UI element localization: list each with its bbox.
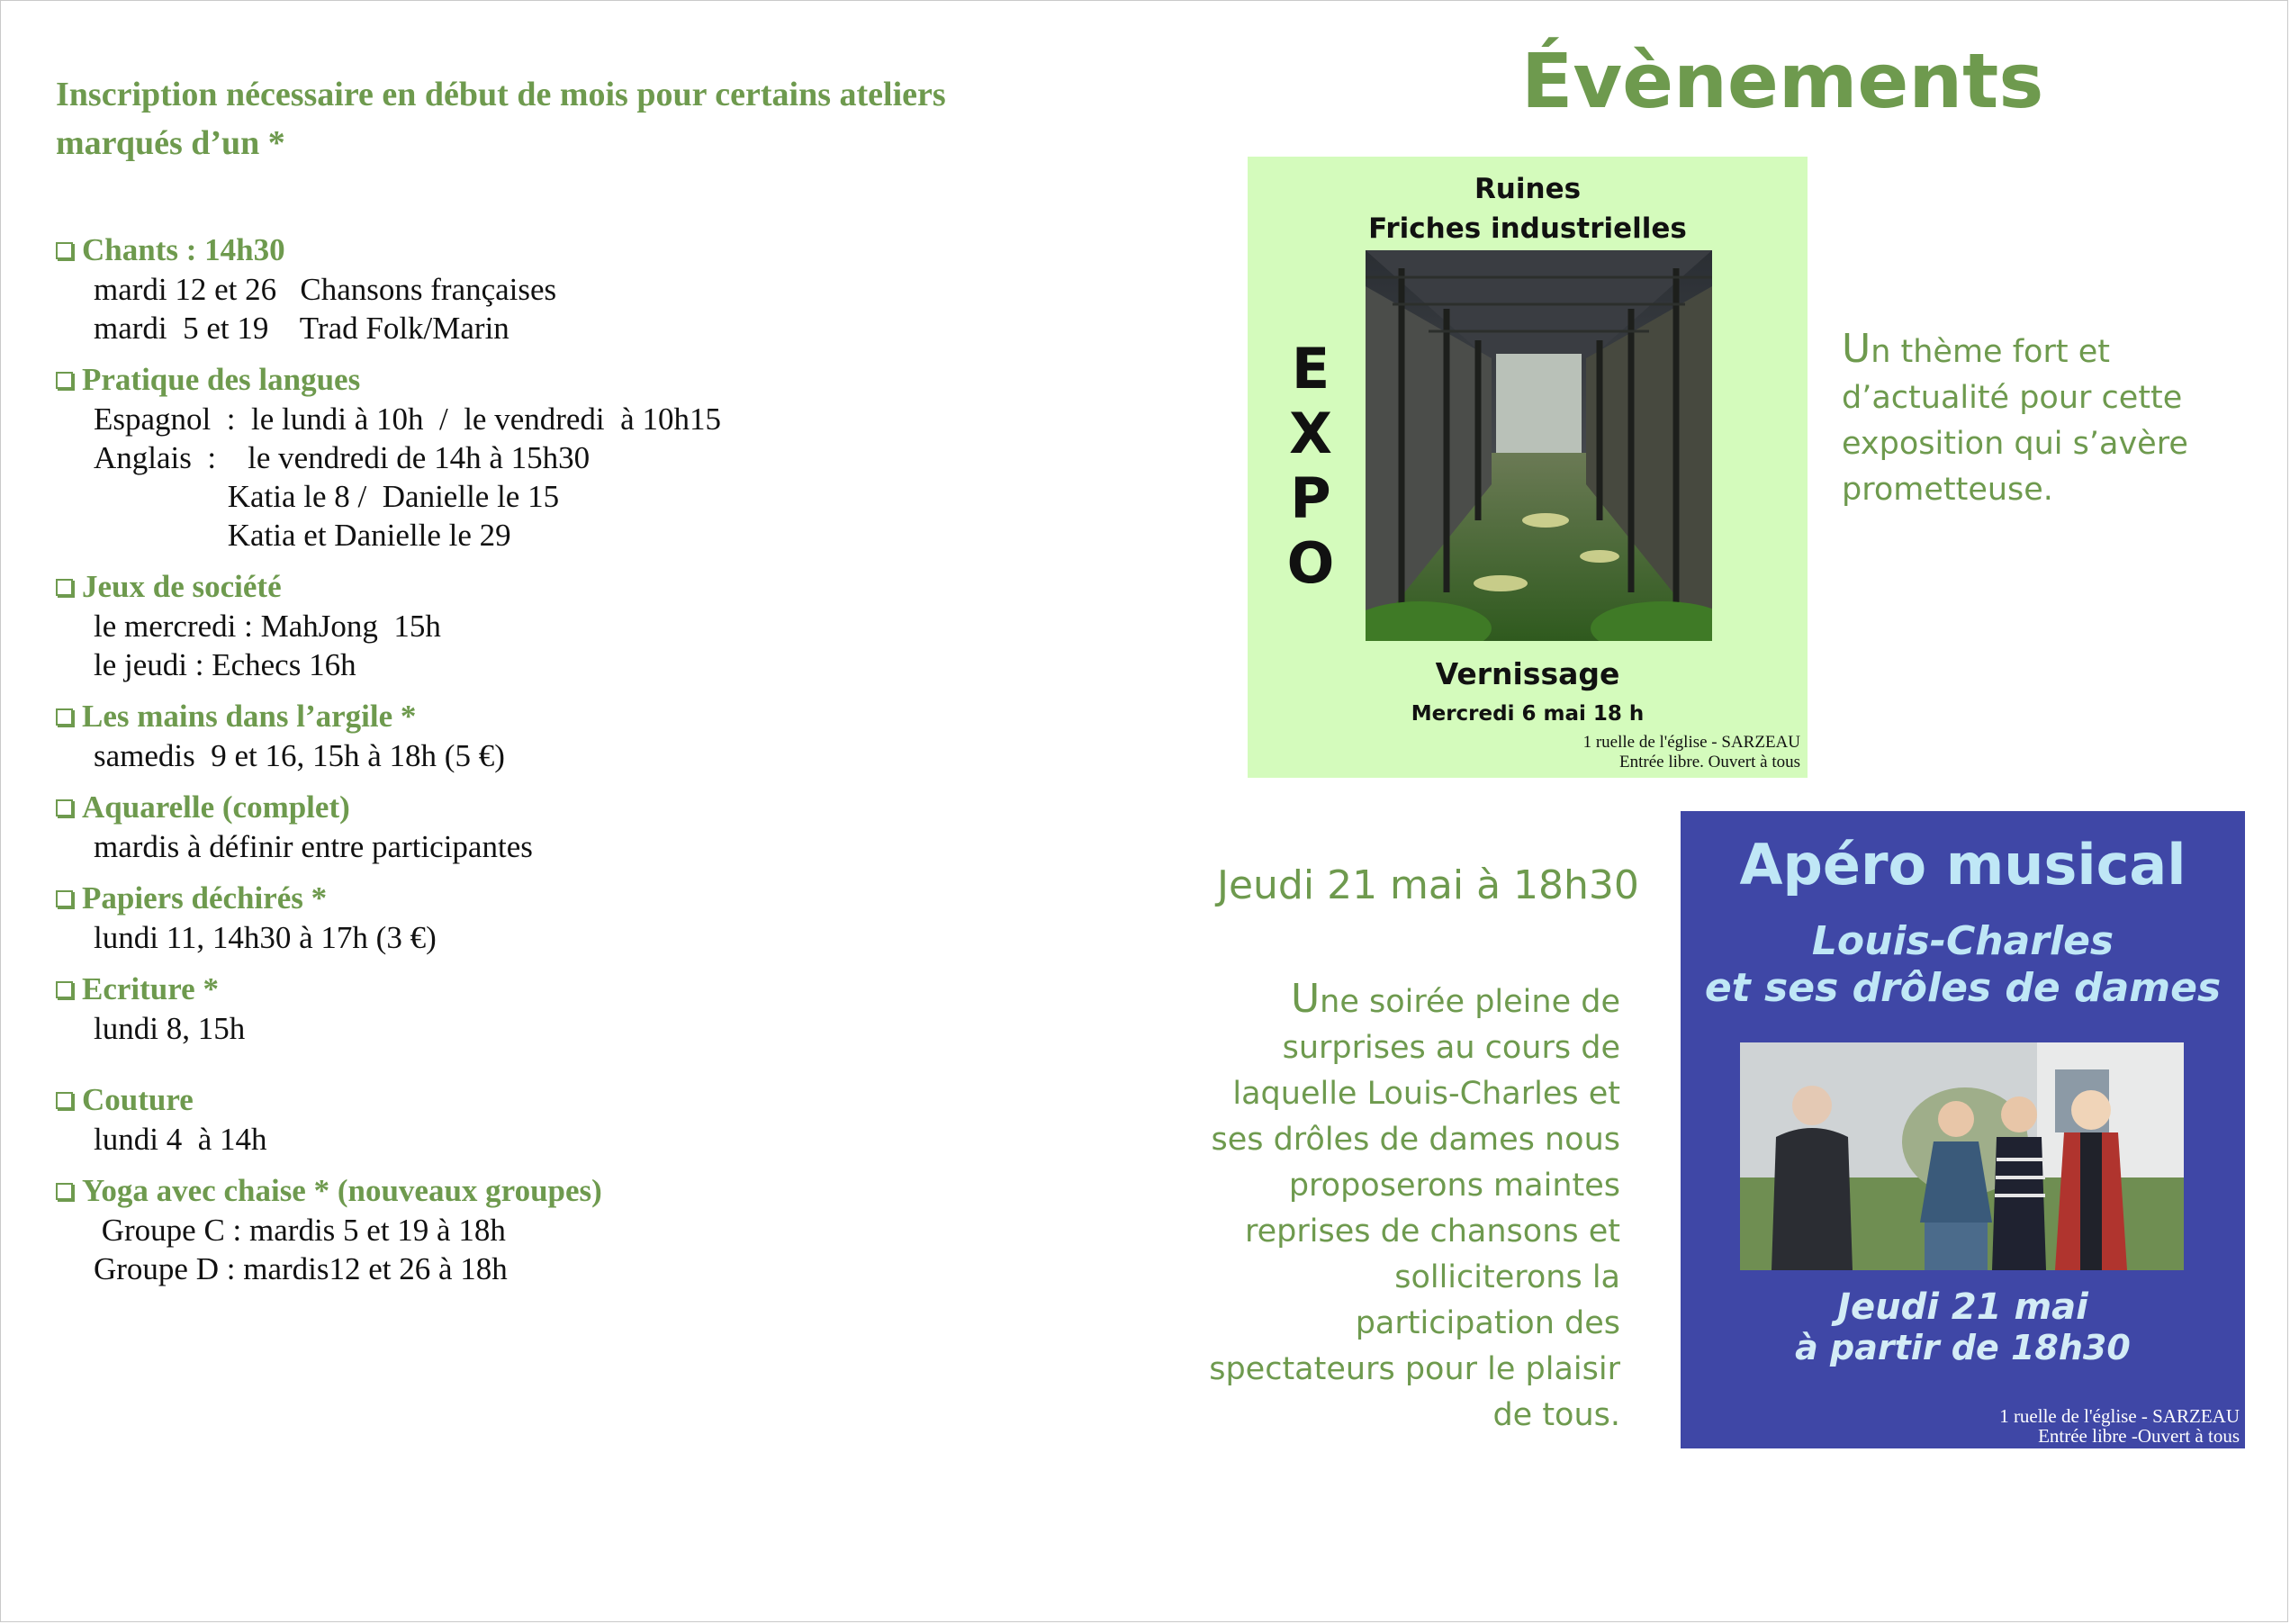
apero-desc-line: de tous. bbox=[1492, 1397, 1620, 1433]
checkbox-icon bbox=[56, 799, 73, 817]
apero-address: 1 ruelle de l'église - SARZEAU bbox=[1999, 1405, 2240, 1427]
apero-desc-line: ne soirée pleine de bbox=[1320, 984, 1620, 1020]
checkbox-icon bbox=[56, 372, 73, 389]
performers-illustration-icon bbox=[1740, 1042, 2184, 1270]
workshop-papiers bbox=[56, 879, 1136, 957]
expo-address: 1 ruelle de l'église - SARZEAU bbox=[1582, 733, 1800, 752]
apero-desc-initial: U bbox=[1290, 976, 1321, 1022]
workshop-title: Yoga avec chaise * (nouveaux groupes) bbox=[82, 1173, 602, 1208]
checkbox-icon bbox=[56, 579, 73, 596]
workshop-line: le mercredi : MahJong 15h bbox=[94, 609, 441, 644]
workshop-jeux bbox=[56, 567, 1136, 684]
checkbox-icon bbox=[56, 1092, 73, 1109]
expo-vertical-word bbox=[1284, 337, 1338, 596]
registration-notice-line2: marqués d’un * bbox=[56, 124, 285, 162]
expo-desc-line: exposition qui s’avère bbox=[1842, 426, 2188, 462]
workshop-title: Papiers déchirés * bbox=[82, 880, 328, 916]
registration-notice-line1: Inscription nécessaire en début de mois pour certains ateliers bbox=[56, 76, 946, 113]
expo-desc-initial: U bbox=[1842, 326, 1871, 372]
workshop-langues bbox=[56, 360, 1136, 555]
workshop-yoga bbox=[56, 1171, 1136, 1288]
workshop-title: Pratique des langues bbox=[82, 362, 361, 397]
workshop-line: le jeudi : Echecs 16h bbox=[94, 647, 356, 682]
expo-photo-industrial-ruin bbox=[1366, 250, 1712, 641]
expo-desc-line: n thème fort et bbox=[1871, 334, 2110, 370]
expo-letter: X bbox=[1289, 401, 1332, 466]
expo-letter: P bbox=[1290, 465, 1331, 531]
expo-access: Entrée libre. Ouvert à tous bbox=[1618, 753, 1800, 771]
workshop-line: lundi 11, 14h30 à 17h (3 €) bbox=[94, 920, 437, 955]
expo-line1: Ruines bbox=[1474, 173, 1582, 205]
expo-letter: O bbox=[1286, 530, 1335, 596]
expo-poster bbox=[1248, 157, 1808, 778]
workshop-title: Les mains dans l’argile * bbox=[82, 699, 417, 734]
workshop-line: lundi 4 à 14h bbox=[94, 1122, 267, 1157]
events-title: Évènements bbox=[1521, 37, 2044, 125]
workshop-line: mardi 5 et 19 Trad Folk/Marin bbox=[94, 311, 509, 346]
apero-card-date1: Jeudi 21 mai bbox=[1837, 1286, 2088, 1328]
apero-desc-line: spectateurs pour le plaisir bbox=[1209, 1351, 1620, 1387]
workshop-list bbox=[56, 230, 1136, 1301]
workshop-title: Aquarelle (complet) bbox=[82, 789, 350, 825]
apero-heading: Jeudi 21 mai à 18h30 bbox=[1217, 862, 1639, 908]
expo-description bbox=[1842, 326, 2238, 513]
apero-access: Entrée libre -Ouvert à tous bbox=[2038, 1425, 2240, 1447]
workshop-line: Groupe C : mardis 5 et 19 à 18h bbox=[94, 1213, 506, 1248]
workshop-title: Ecriture * bbox=[82, 971, 219, 1006]
apero-desc-line: laquelle Louis-Charles et bbox=[1232, 1076, 1620, 1112]
checkbox-icon bbox=[56, 708, 73, 726]
apero-desc-line: participation des bbox=[1355, 1305, 1620, 1341]
workshop-line: mardis à définir entre participantes bbox=[94, 829, 533, 864]
apero-poster bbox=[1681, 811, 2245, 1448]
workshop-aquarelle bbox=[56, 788, 1136, 866]
expo-desc-line: d’actualité pour cette bbox=[1842, 380, 2183, 416]
expo-desc-line: prometteuse. bbox=[1842, 472, 2053, 508]
workshop-line: Espagnol : le lundi à 10h / le vendredi à 10h15 bbox=[94, 401, 721, 437]
checkbox-icon bbox=[56, 1183, 73, 1200]
expo-letter: E bbox=[1291, 336, 1330, 401]
workshop-title: Chants : 14h30 bbox=[82, 232, 285, 267]
apero-card-date2: à partir de 18h30 bbox=[1795, 1328, 2131, 1367]
apero-photo-performers bbox=[1740, 1042, 2184, 1270]
workshop-ecriture bbox=[56, 970, 1136, 1048]
workshop-line: Groupe D : mardis12 et 26 à 18h bbox=[94, 1251, 508, 1286]
apero-desc-line: surprises au cours de bbox=[1282, 1030, 1620, 1066]
workshop-line: lundi 8, 15h bbox=[94, 1011, 246, 1046]
apero-desc-line: reprises de chansons et bbox=[1245, 1213, 1620, 1250]
workshop-line: Katia et Danielle le 29 bbox=[94, 518, 511, 553]
apero-desc-line: solliciterons la bbox=[1394, 1259, 1620, 1295]
workshop-argile bbox=[56, 697, 1136, 775]
workshop-chants bbox=[56, 230, 1136, 347]
checkbox-icon bbox=[56, 890, 73, 907]
checkbox-icon bbox=[56, 242, 73, 259]
apero-card-title: Apéro musical bbox=[1739, 832, 2186, 898]
apero-description bbox=[1206, 976, 1620, 1439]
workshop-line: mardi 12 et 26 Chansons françaises bbox=[94, 272, 557, 307]
expo-vernissage: Vernissage bbox=[1435, 656, 1620, 691]
expo-line2: Friches industrielles bbox=[1368, 212, 1687, 245]
ruin-illustration-icon bbox=[1366, 250, 1712, 641]
workshop-title: Couture bbox=[82, 1082, 194, 1117]
apero-card-sub1: Louis-Charles bbox=[1811, 918, 2114, 964]
apero-desc-line: ses drôles de dames nous bbox=[1211, 1122, 1620, 1158]
workshop-line: Anglais : le vendredi de 14h à 15h30 bbox=[94, 440, 591, 475]
checkbox-icon bbox=[56, 981, 73, 998]
expo-date: Mercredi 6 mai 18 h bbox=[1411, 702, 1645, 726]
apero-desc-line: proposerons maintes bbox=[1288, 1168, 1620, 1204]
apero-card-sub2: et ses drôles de dames bbox=[1704, 965, 2222, 1011]
workshop-title: Jeux de société bbox=[82, 569, 282, 604]
registration-notice bbox=[56, 70, 1136, 167]
workshop-couture bbox=[56, 1080, 1136, 1159]
workshop-line: Katia le 8 / Danielle le 15 bbox=[94, 479, 560, 514]
workshop-line: samedis 9 et 16, 15h à 18h (5 €) bbox=[94, 738, 505, 773]
